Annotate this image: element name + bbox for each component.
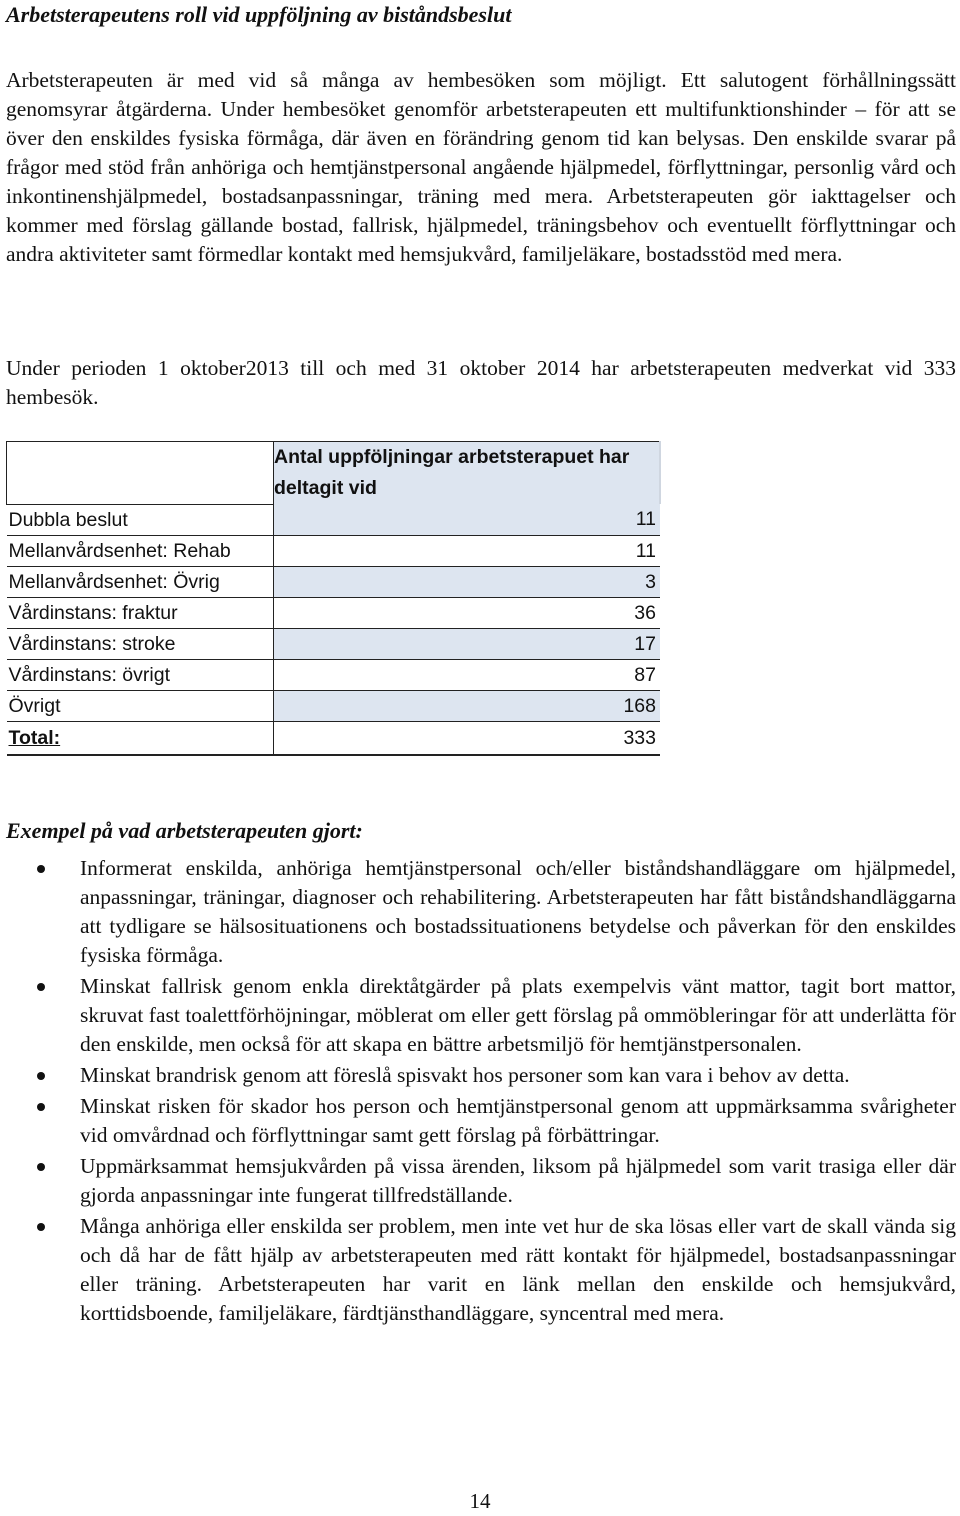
section-heading: Arbetsterapeutens roll vid uppföljning av biståndsbeslut — [6, 2, 512, 27]
row-label: Övrigt — [7, 690, 274, 721]
table-row — [7, 628, 661, 659]
table-total-row — [7, 721, 661, 755]
row-label: Vårdinstans: fraktur — [7, 597, 274, 628]
row-value: 17 — [274, 628, 661, 659]
bullet-icon — [37, 1223, 45, 1231]
list-item — [0, 1061, 956, 1090]
row-label: Mellanvårdsenhet: Övrig — [7, 566, 274, 597]
total-value: 333 — [274, 721, 661, 755]
intro-paragraph: Arbetsterapeuten är med vid så många av hembesöken som möjligt. Ett salutogent förhållningssätt genomsyrar åtgärderna. Under hembesöket genomför arbetsterapeuten ett multifunktionshinder – för att se över den enskildes fysiska förmåga, där även en förändring genom tid kan belysas. Den enskilde svarar på frågor med stöd från anhöriga och hemtjänstpersonal angående hjälpmedel, förflyttningar, personlig vård och inkontinenshjälpmedel, bostadsanpassningar, träning med mera. Arbetsterapeuten gör iakttagelser och kommer med förslag gällande bostad, fallrisk, hjälpmedel, träningsbehov och eventuellt förflyttningar och andra aktiviteter samt förmedlar kontakt med hemsjukvård, familjeläkare, bostadsstöd med mera. — [6, 68, 956, 266]
list-item — [0, 1212, 956, 1328]
table-column-header: Antal uppföljningar arbetsterapuet har deltagit vid — [274, 442, 661, 505]
list-item — [0, 972, 956, 1059]
list-item — [0, 854, 956, 970]
followup-table — [6, 441, 661, 756]
row-label: Vårdinstans: övrigt — [7, 659, 274, 690]
row-label: Vårdinstans: stroke — [7, 628, 274, 659]
row-value: 3 — [274, 566, 661, 597]
table-row — [7, 504, 661, 535]
list-item-text: Minskat risken för skador hos person och hemtjänstpersonal genom att uppmärksamma svårigheter vid omvårdnad och förflyttningar samt gett förslag på förbättringar. — [80, 1094, 956, 1147]
table-row — [7, 566, 661, 597]
bullet-icon — [37, 983, 45, 991]
total-label-cell — [7, 721, 274, 755]
bullet-icon — [37, 1072, 45, 1080]
list-item — [0, 1092, 956, 1150]
row-value: 87 — [274, 659, 661, 690]
examples-list — [0, 854, 956, 1330]
list-item-text: Minskat brandrisk genom att föreslå spisvakt hos personer som kan vara i behov av detta. — [80, 1063, 850, 1087]
table-row — [7, 597, 661, 628]
row-value: 11 — [274, 535, 661, 566]
table-row — [7, 690, 661, 721]
bullet-icon — [37, 865, 45, 873]
row-value: 36 — [274, 597, 661, 628]
page-number: 14 — [469, 1489, 491, 1513]
table-row — [7, 535, 661, 566]
bullet-icon — [37, 1103, 45, 1111]
bullet-icon — [37, 1163, 45, 1171]
row-label: Mellanvårdsenhet: Rehab — [7, 535, 274, 566]
row-value: 11 — [274, 504, 661, 535]
row-label: Dubbla beslut — [7, 504, 274, 535]
table-header-row — [7, 442, 661, 505]
list-item-text: Många anhöriga eller enskilda ser problem, men inte vet hur de ska lösas eller vart de skall vända sig och då har de fått hjälp av arbetsterapeuten med rätt kontakt för hjälpmedel, bostadsanpassningar eller träning. Arbetsterapeuten har varit en länk mellan den enskilde och hemsjukvård, korttidsboende, familjeläkare, färdtjänsthandläggare, syncentral med mera. — [80, 1214, 956, 1325]
table-header-empty-cell — [7, 442, 274, 505]
period-paragraph: Under perioden 1 oktober2013 till och med 31 oktober 2014 har arbetsterapeuten medverkat vid 333 hembesök. — [6, 356, 956, 409]
list-item-text: Uppmärksammat hemsjukvården på vissa ärenden, liksom på hjälpmedel som varit trasiga eller där gjorda anpassningar inte fungerat tillfredställande. — [80, 1154, 956, 1207]
row-value: 168 — [274, 690, 661, 721]
total-label: Total: — [8, 726, 61, 749]
list-item-text: Minskat fallrisk genom enkla direktåtgärder på plats exempelvis vänt mattor, tagit bort mattor, skruvat fast toalettförhöjningar, möblerat om eller gett förslag på ommöbleringar för att underlätta för den enskilde, men också för att skapa en bättre arbetsmiljö för hemtjänstpersonalen. — [80, 974, 956, 1056]
examples-heading: Exempel på vad arbetsterapeuten gjort: — [6, 818, 363, 843]
list-item — [0, 1152, 956, 1210]
table-row — [7, 659, 661, 690]
list-item-text: Informerat enskilda, anhöriga hemtjänstpersonal och/eller biståndshandläggare om hjälpmedel, anpassningar, träningar, diagnoser och rehabilitering. Arbetsterapeuten har fått biståndshandläggarna att tydligare se hälsosituationens och bostadssituationens betydelse och påverkan för den enskildes fysiska förmåga. — [80, 856, 956, 967]
